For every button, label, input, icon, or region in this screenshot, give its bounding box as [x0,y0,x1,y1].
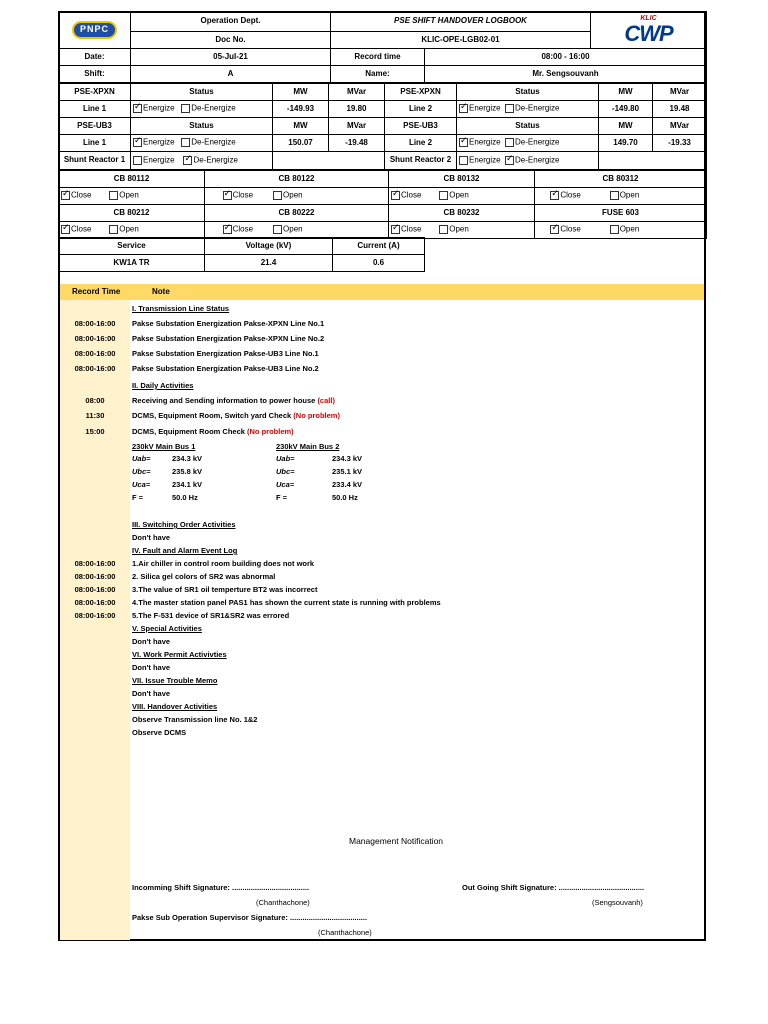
close-checkbox[interactable] [61,225,70,234]
breakers-table [58,170,707,239]
option-label: Energize [143,137,175,147]
section-switching: III. Switching Order Activities [132,520,236,529]
section-handover: VIII. Handover Activities [132,702,218,711]
option-label: Energize [143,103,175,113]
supervisor-signature-line: Pakse Sub Operation Supervisor Signature: ..................................... [132,913,368,922]
shunt-reactor-1-label: Shunt Reactor 1 [59,152,131,170]
log-note [132,396,335,405]
pnpc-logo-cell [59,12,131,49]
log-note: Pakse Substation Energization Pakse-UB3 Line No.1 [132,349,319,358]
date-value: 05-Jul-21 [131,49,331,66]
blank-cell [273,152,385,170]
cb-80212-label: CB 80212 [59,205,205,222]
option-label: De-Energize [191,103,236,113]
line4-sub: Line 2 [385,135,457,152]
line3-mw: 150.07 [273,135,329,152]
open-checkbox[interactable] [610,225,619,234]
cb-80132-label: CB 80132 [389,171,535,188]
voltage-header: Voltage (kV) [205,238,333,255]
section-fault: IV. Fault and Alarm Event Log [132,546,238,555]
energize-checkbox[interactable] [459,156,468,165]
energize-checkbox[interactable] [133,156,142,165]
line2-sub: Line 2 [385,101,457,118]
bus1-uab: 234.3 kV [172,454,203,463]
option-label: Close [560,224,581,234]
option-label: Close [560,190,581,200]
open-checkbox[interactable] [439,191,448,200]
service-name: KW1A TR [59,255,205,272]
section-value: Don't have [132,689,171,698]
cb-80232-label: CB 80232 [389,205,535,222]
open-checkbox[interactable] [273,225,282,234]
bus1-title: 230kV Main Bus 1 [132,442,196,451]
cb-80122-label: CB 80122 [205,171,389,188]
record-time-value: 08:00 - 16:00 [425,49,707,66]
name-label: Name: [331,66,425,83]
service-table [58,237,425,272]
current-header: Current (A) [333,238,425,255]
fuse-603-label: FUSE 603 [535,205,707,222]
option-label: Open [119,190,139,200]
bus1-uca: 234.1 kV [172,480,203,489]
option-label: Energize [469,137,501,147]
dept-cell: Operation Dept. [131,12,331,32]
option-label: Close [71,190,92,200]
log-note [132,427,294,436]
option-label: Close [232,224,254,234]
doc-no-value: KLIC-OPE-LGB02-01 [331,32,591,49]
klic-logo-text: KLIC [640,14,657,22]
close-checkbox[interactable] [391,225,400,234]
line-status-table [58,83,707,170]
open-checkbox[interactable] [439,225,448,234]
section-value: Don't have [132,663,171,672]
open-checkbox[interactable] [109,191,118,200]
cb-80132-state [389,188,535,205]
line1-name: PSE-XPXN [59,84,131,101]
section-work-permit: VI. Work Permit Activivties [132,650,227,659]
option-label: Open [619,224,640,234]
shift-label: Shift: [59,66,131,83]
cb-80112-label: CB 80112 [59,171,205,188]
note-header: Note [152,287,170,296]
deenergize-checkbox[interactable] [181,138,190,147]
mw-header: MW [273,118,329,135]
outgoing-signature-line: Out Going Shift Signature: ......................................... [462,883,645,892]
status-header: Status [131,118,273,135]
uab-label: Uab= [276,454,295,463]
fault-note: 5.The F-531 device of SR1&SR2 was errored [132,611,290,620]
option-label: (call) [317,396,335,405]
close-checkbox[interactable] [550,191,559,200]
log-time: 08:00-16:00 [74,559,116,568]
record-time-header: Record Time [72,287,121,296]
option-label: De-Energize [515,137,560,147]
option-label: De-Energize [515,155,560,165]
section-value: Don't have [132,533,171,542]
shunt-reactor-2-label: Shunt Reactor 2 [385,152,457,170]
energize-checkbox[interactable] [459,104,468,113]
option-label: Open [283,190,303,200]
uab-label: Uab= [132,454,151,463]
cb-80222-label: CB 80222 [205,205,389,222]
freq-label: F = [132,493,144,502]
cb-80112-state [59,188,205,205]
header-table [58,11,707,83]
bus2-uca: 233.4 kV [332,480,363,489]
bus2-uab: 234.3 kV [332,454,363,463]
log-note: Pakse Substation Energization Pakse-XPXN Line No.1 [132,319,325,328]
incoming-signature-line: Incomming Shift Signature: ..................................... [132,883,310,892]
option-label: Open [619,190,640,200]
option-label: De-Energize [515,103,560,113]
close-checkbox[interactable] [223,225,232,234]
mvar-header: MVar [653,84,707,101]
cwp-logo-cell [591,12,707,49]
bus2-freq: 50.0 Hz [332,493,358,502]
option-label: Energize [469,155,501,165]
line3-name: PSE-UB3 [59,118,131,135]
section-transmission: I. Transmission Line Status [132,304,230,313]
option-label: DCMS, Equipment Room, Switch yard Check [132,411,294,420]
fault-note: 1.Air chiller in control room building does not work [132,559,315,568]
line4-name: PSE-UB3 [385,118,457,135]
section-daily: II. Daily Activities [132,381,194,390]
section-value: Don't have [132,637,171,646]
energize-checkbox[interactable] [459,138,468,147]
energize-checkbox[interactable] [133,138,142,147]
blank-cell [599,152,707,170]
log-time: 15:00 [85,427,105,436]
cb-80222-state [205,222,389,239]
handover-item: Observe DCMS [132,728,187,737]
cb-80232-state [389,222,535,239]
handover-item: Observe Transmission line No. 1&2 [132,715,258,724]
mw-header: MW [273,84,329,101]
option-label: Close [401,224,422,234]
log-time: 08:00-16:00 [74,611,116,620]
line1-mw: -149.93 [273,101,329,118]
fault-note: 4.The master station panel PAS1 has shown the current state is running with problems [132,598,441,607]
log-time: 11:30 [85,411,105,420]
deenergize-checkbox[interactable] [183,156,192,165]
service-header: Service [59,238,205,255]
log-note: Pakse Substation Energization Pakse-XPXN Line No.2 [132,334,325,343]
logbook-title: PSE SHIFT HANDOVER LOGBOOK [331,12,591,32]
mvar-header: MVar [653,118,707,135]
log-time: 08:00-16:00 [74,334,116,343]
option-label: Close [71,224,92,234]
option-label: Close [401,190,422,200]
option-label: Energize [143,155,175,165]
fault-note: 2. Silica gel colors of SR2 was abnormal [132,572,276,581]
option-label: Open [283,224,303,234]
deenergize-checkbox[interactable] [505,138,514,147]
line4-status [457,135,599,152]
mw-header: MW [599,84,653,101]
cwp-logo: CWP [624,21,673,47]
log-note [132,411,340,420]
section-trouble-memo: VII. Issue Trouble Memo [132,676,218,685]
option-label: Open [449,190,469,200]
option-label: De-Energize [193,155,238,165]
option-label: Open [119,224,139,234]
name-value: Mr. Sengsouvanh [425,66,707,83]
uca-label: Uca= [132,480,151,489]
management-notification-title: Management Notification [349,836,444,846]
fuse-603-state [535,222,707,239]
service-current: 0.6 [333,255,425,272]
log-time: 08:00-16:00 [74,572,116,581]
sr1-status [131,152,273,170]
option-label: Open [449,224,469,234]
option-label: Receiving and Sending information to power house [132,396,318,405]
log-time: 08:00-16:00 [74,585,116,594]
pnpc-logo: PNPC [72,21,117,39]
option-label: De-Energize [191,137,236,147]
ubc-label: Ubc= [132,467,151,476]
section-special: V. Special Activities [132,624,202,633]
option-label: (No problem) [293,411,340,420]
option-label: Energize [469,103,501,113]
cb-80212-state [59,222,205,239]
cb-80312-label: CB 80312 [535,171,707,188]
uca-label: Uca= [276,480,295,489]
open-checkbox[interactable] [273,191,282,200]
energize-checkbox[interactable] [133,104,142,113]
log-time: 08:00-16:00 [74,349,116,358]
freq-label: F = [276,493,288,502]
doc-no-label: Doc No. [131,32,331,49]
mvar-header: MVar [329,84,385,101]
line3-sub: Line 1 [59,135,131,152]
option-label: Close [232,190,254,200]
date-label: Date: [59,49,131,66]
line1-mvar: 19.80 [329,101,385,118]
record-time-label: Record time [331,49,425,66]
option-label: (No problem) [247,427,294,436]
log-time: 08:00 [85,396,105,405]
status-header: Status [131,84,273,101]
bus2-title: 230kV Main Bus 2 [276,442,340,451]
fault-note: 3.The value of SR1 oil temperture BT2 was incorrect [132,585,318,594]
line3-mvar: -19.48 [329,135,385,152]
status-header: Status [457,118,599,135]
log-time: 08:00-16:00 [74,364,116,373]
line4-mvar: -19.33 [653,135,707,152]
line4-mw: 149.70 [599,135,653,152]
status-header: Status [457,84,599,101]
sr2-status [457,152,599,170]
line2-mvar: 19.48 [653,101,707,118]
open-checkbox[interactable] [109,225,118,234]
deenergize-checkbox[interactable] [505,156,514,165]
close-checkbox[interactable] [223,191,232,200]
option-label: DCMS, Equipment Room Check [132,427,248,436]
cb-80312-state [535,188,707,205]
log-note: Pakse Substation Energization Pakse-UB3 Line No.2 [132,364,319,373]
deenergize-checkbox[interactable] [181,104,190,113]
close-checkbox[interactable] [61,191,70,200]
line3-status [131,135,273,152]
ubc-label: Ubc= [276,467,295,476]
line2-status [457,101,599,118]
line1-status [131,101,273,118]
shift-value: A [131,66,331,83]
mvar-header: MVar [329,118,385,135]
close-checkbox[interactable] [550,225,559,234]
cb-80122-state [205,188,389,205]
supervisor-signature-name: (Chanthachone) [318,928,372,937]
open-checkbox[interactable] [610,191,619,200]
bus1-ubc: 235.8 kV [172,467,203,476]
line2-name: PSE-XPXN [385,84,457,101]
bus2-ubc: 235.1 kV [332,467,363,476]
bus1-freq: 50.0 Hz [172,493,198,502]
log-time: 08:00-16:00 [74,598,116,607]
line2-mw: -149.80 [599,101,653,118]
close-checkbox[interactable] [391,191,400,200]
log-time: 08:00-16:00 [74,319,116,328]
service-voltage: 21.4 [205,255,333,272]
outgoing-signature-name: (Sengsouvanh) [592,898,643,907]
deenergize-checkbox[interactable] [505,104,514,113]
mw-header: MW [599,118,653,135]
incoming-signature-name: (Chanthachone) [256,898,310,907]
line1-sub: Line 1 [59,101,131,118]
